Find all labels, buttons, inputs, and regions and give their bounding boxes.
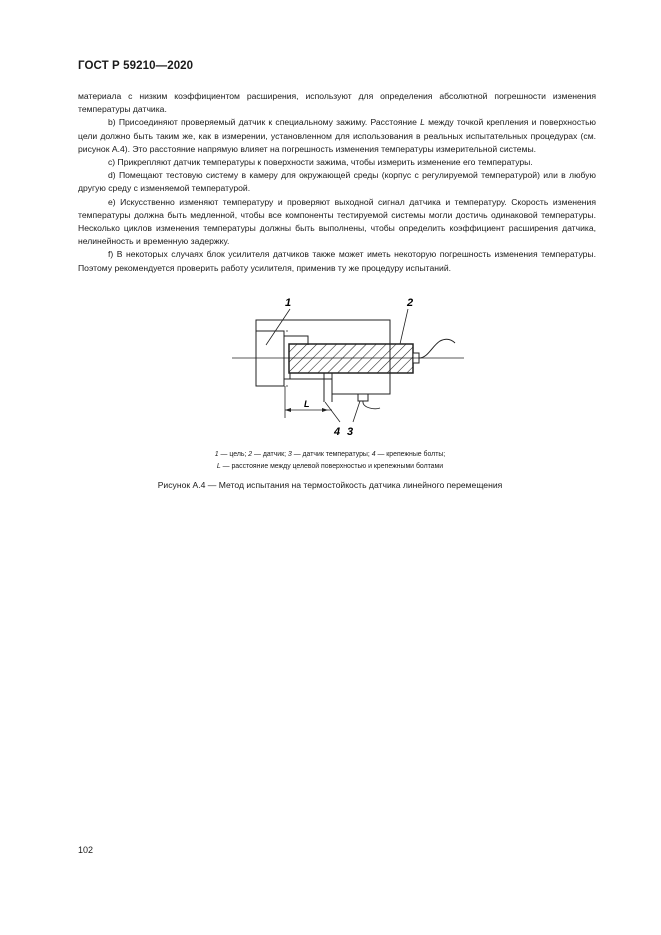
label-target: 1 <box>285 297 292 309</box>
paragraph: e) Искусственно изменяют температуру и проверяют выходной сигнал датчика и температуру. Скорость изменения температуры должна быть медленной, чтобы все компоненты тестируемой системы могли достичь одинаковой температуры. Несколько циклов изменения температуры должны быть выполнены, чтобы определить коэффициент расширения датчика, нелинейность и временную задержку. <box>78 196 596 247</box>
leader-line <box>400 309 408 344</box>
figure-legend <box>80 449 580 472</box>
diagram-svg <box>232 290 464 440</box>
legend-text: — крепежные болты; <box>375 451 446 458</box>
body-text <box>78 90 596 275</box>
legend-line-1 <box>80 449 580 461</box>
legend-line-2 <box>80 461 580 473</box>
leader-line <box>325 402 340 422</box>
figure-caption: Рисунок А.4 — Метод испытания на термостойкость датчика линейного перемещения <box>157 480 503 490</box>
paragraph: d) Помещают тестовую систему в камеру для окружающей среды (корпус с регулируемой температурой) или в любую другую среду с изменяемой температурой. <box>78 170 596 194</box>
paragraph <box>78 116 596 156</box>
sensor-body <box>289 344 413 373</box>
legend-text: — датчик; <box>252 451 288 458</box>
label-sensor: 2 <box>407 297 414 309</box>
label-temperature-sensor: 3 <box>347 426 354 438</box>
dimension-arrow <box>285 408 291 412</box>
paragraph: f) В некоторых случаях блок усилителя датчиков также может иметь некоторую погрешность изменения температуры. Поэтому рекомендуется проверить работу усилителя, применив ту же процедуру испытаний. <box>78 249 596 273</box>
document-standard-header: ГОСТ Р 59210—2020 <box>78 60 194 72</box>
figure-a4-diagram <box>232 290 464 440</box>
legend-key: 4 <box>371 451 376 458</box>
label-distance: L <box>304 399 310 409</box>
dimension-arrow <box>322 408 328 412</box>
paragraph: c) Прикрепляют датчик температуры к поверхности зажима, чтобы измерить изменение его температуры. <box>108 157 533 168</box>
paragraph-text: между точкой крепления и поверхностью цели должно быть таким же, как в измерении, установленном для использования в реальных испытательных процедурах (см. рисунок А.4). Это расстояние напрямую влияет на погрешность изменения температуры измерительной системы. <box>78 117 596 154</box>
label-bolts: 4 <box>334 426 341 438</box>
leader-line <box>353 401 360 422</box>
legend-key: 3 <box>287 451 292 458</box>
legend-text: — расстояние между целевой поверхностью и крепежными болтами <box>220 462 444 470</box>
paragraph: материала с низким коэффициентом расширения, используют для определения абсолютной погрешности изменения температуры датчика. <box>78 91 596 115</box>
paragraph-text: b) Присоединяют проверяемый датчик к специальному зажиму. Расстояние <box>108 117 421 128</box>
legend-text: — цель; <box>218 451 249 458</box>
temperature-sensor-wire <box>363 401 380 409</box>
sensor-cable <box>419 339 455 358</box>
legend-key: L <box>216 462 221 470</box>
legend-text: — датчик температуры; <box>291 451 372 458</box>
legend-key: 1 <box>214 451 219 458</box>
temperature-sensor <box>358 394 368 401</box>
legend-key: 2 <box>248 451 253 458</box>
distance-symbol: L <box>420 117 425 128</box>
page-number: 102 <box>78 845 94 855</box>
